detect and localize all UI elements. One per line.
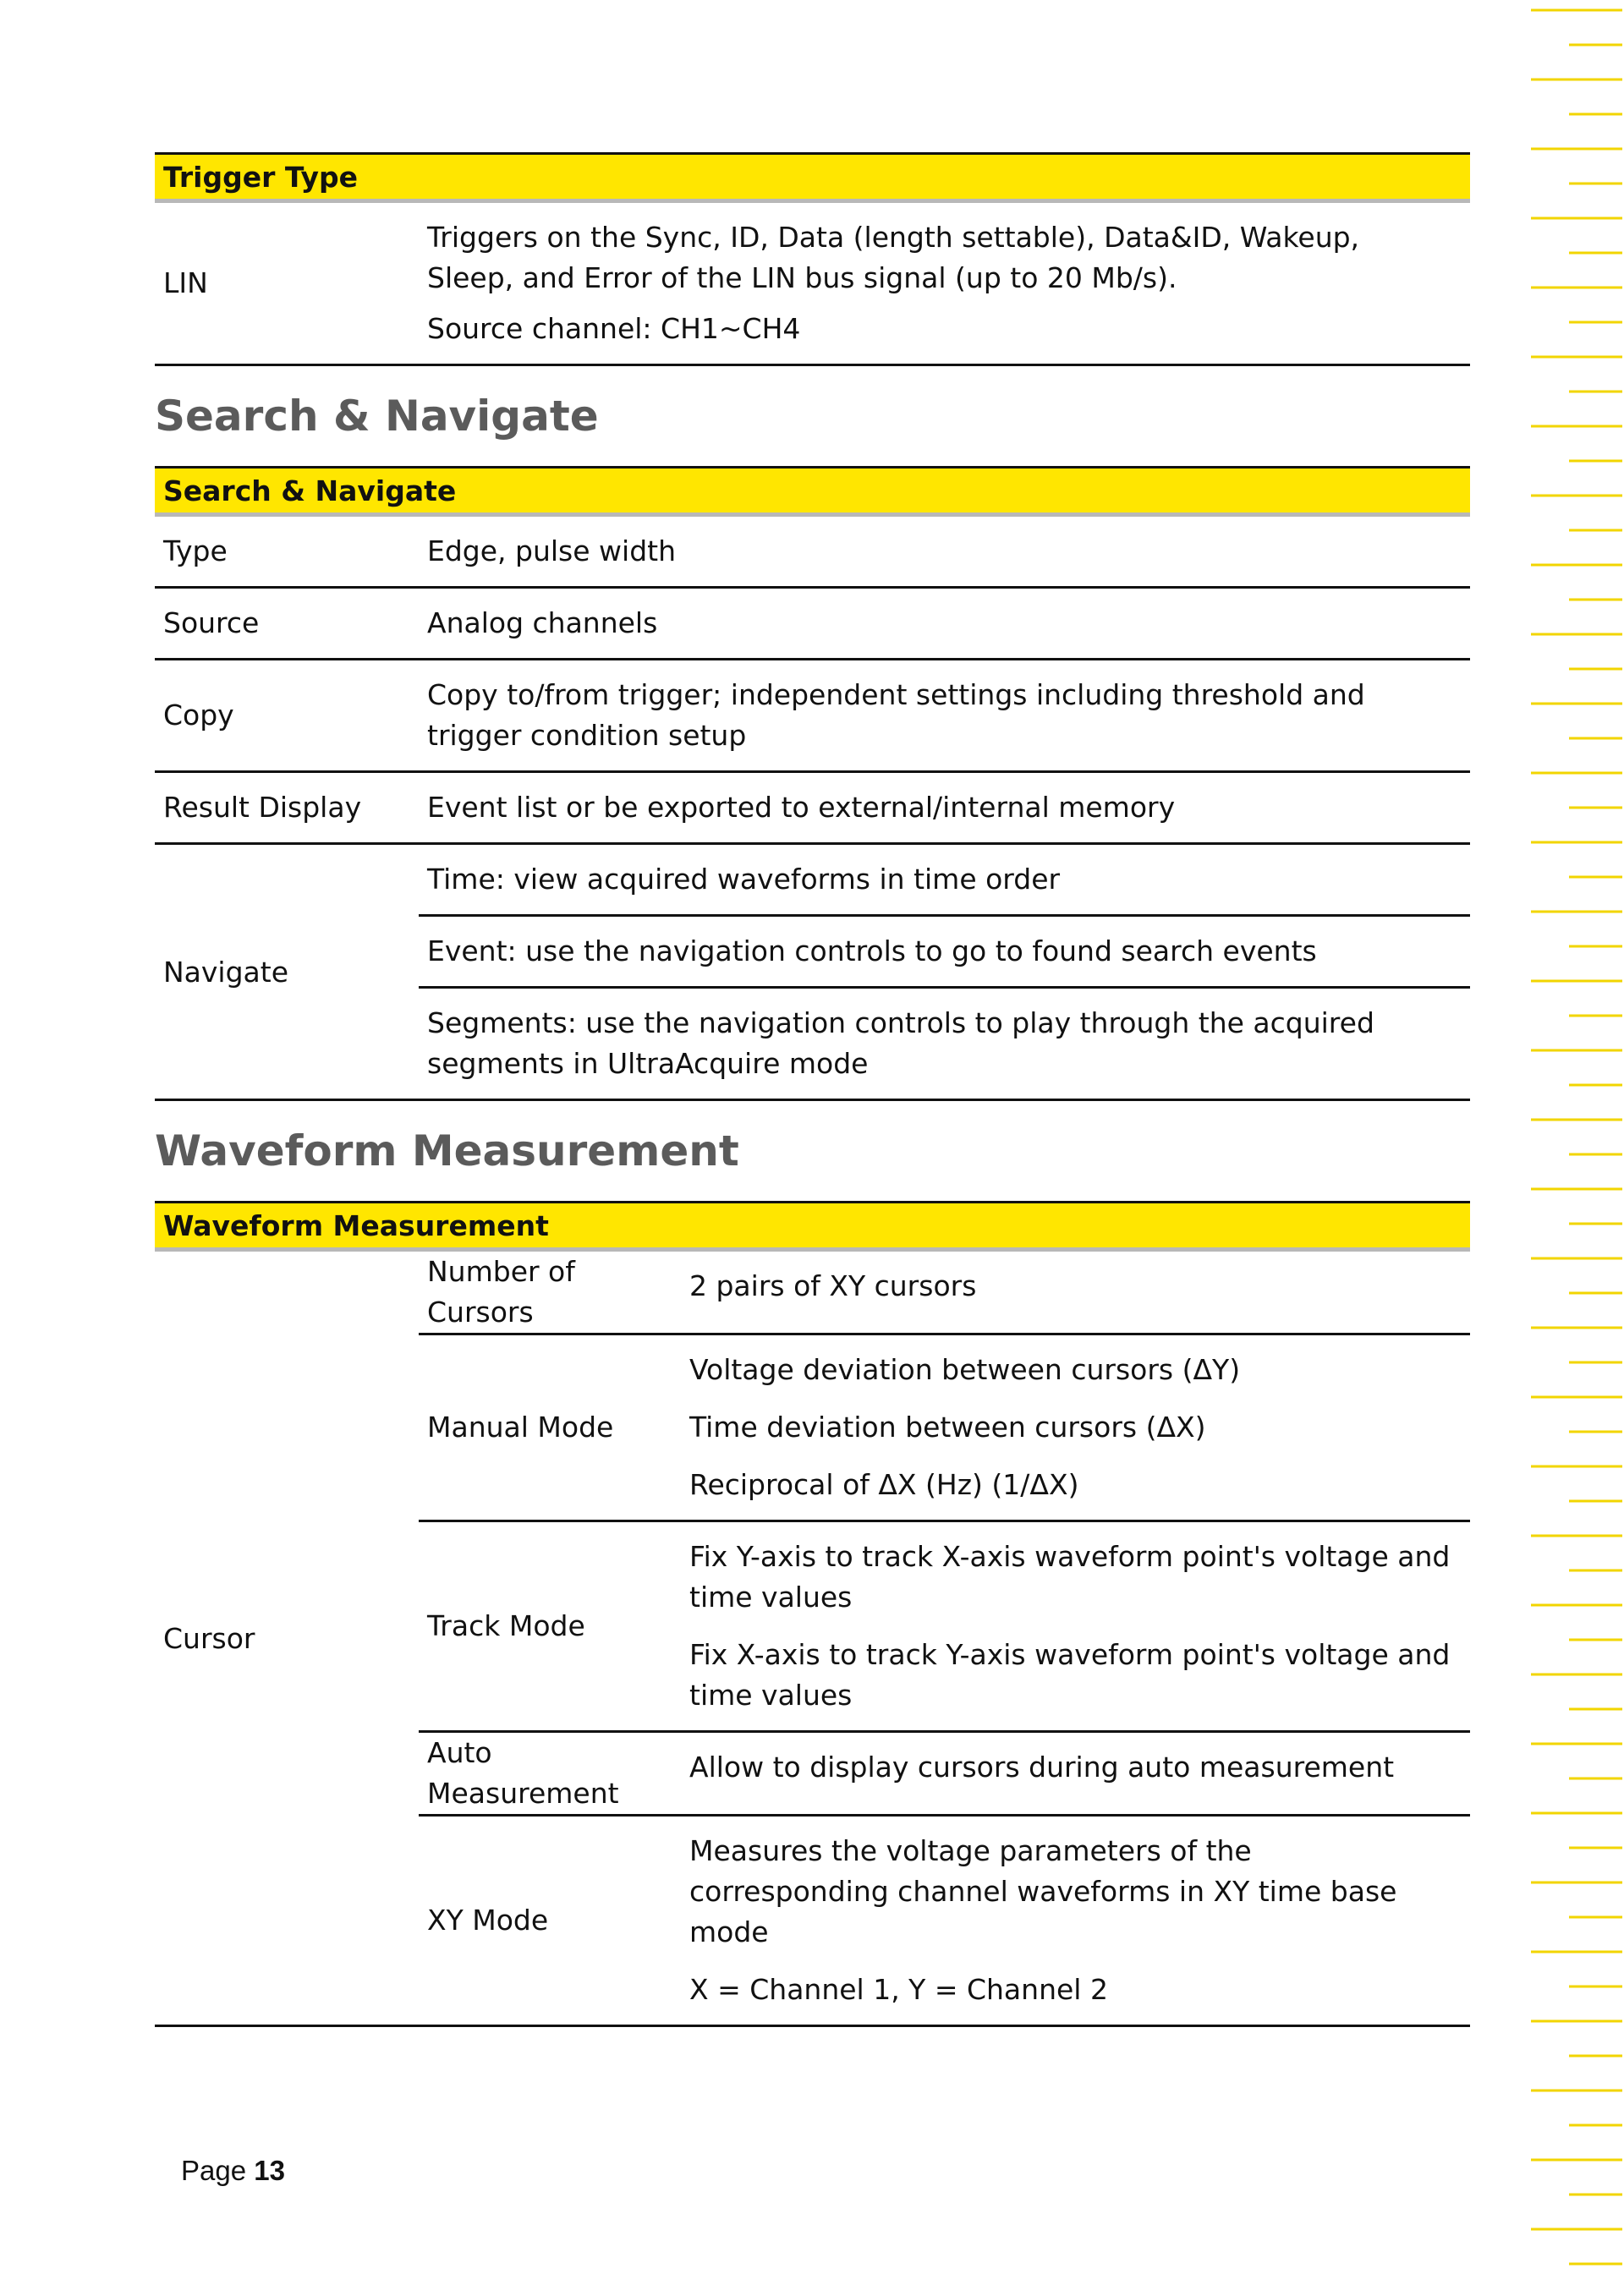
cursor-sub-value: [681, 1335, 1470, 1520]
navigate-event: Event: use the navigation controls to go to found search events: [419, 914, 1470, 986]
cursor-value-line: Reciprocal of ΔX (Hz) (1/ΔX): [689, 1468, 1079, 1501]
search-row-type: [155, 517, 1470, 589]
navigate-subrows: [419, 845, 1470, 1099]
trigger-type-table-header: Trigger Type: [155, 152, 1470, 203]
search-row-copy: [155, 660, 1470, 773]
cursor-label: Cursor: [163, 1621, 255, 1655]
decorative-margin-lines: [1522, 0, 1624, 2296]
search-row-label: Result Display: [163, 791, 362, 824]
trigger-lin-source: Source channel: CH1~CH4: [427, 312, 801, 345]
search-row-source: [155, 589, 1470, 660]
cursor-value-line: Fix X-axis to track Y-axis waveform point's voltage and time values: [689, 1638, 1451, 1712]
search-row-value: Analog channels: [427, 606, 658, 639]
cursor-xy-row: [419, 1814, 1470, 2025]
cursor-value-line: 2 pairs of XY cursors: [689, 1269, 977, 1302]
cursor-sub-value: [681, 1817, 1470, 2025]
search-navigate-heading: Search & Navigate: [155, 392, 599, 441]
cursor-sub-value: [681, 1252, 1470, 1333]
cursor-number-row: [419, 1252, 1470, 1333]
page-content: [155, 152, 1470, 2027]
search-row-value: Edge, pulse width: [427, 534, 677, 567]
search-row-result-display: [155, 773, 1470, 845]
trigger-row-label: LIN: [163, 266, 208, 299]
cursor-sub-value: [681, 1733, 1470, 1814]
cursor-value-line: Time deviation between cursors (ΔX): [689, 1411, 1206, 1444]
navigate-time: Time: view acquired waveforms in time order: [427, 863, 1061, 896]
search-row-value: Copy to/from trigger; independent settings including threshold and trigger condition setup: [427, 678, 1365, 752]
waveform-measurement-table-header: Waveform Measurement: [155, 1201, 1470, 1252]
navigate-label: Navigate: [163, 955, 289, 989]
cursor-value-line: Measures the voltage parameters of the corresponding channel waveforms in XY time base mode: [689, 1834, 1397, 1948]
trigger-row-lin: [155, 203, 1470, 366]
search-row-value: Event list or be exported to external/internal memory: [427, 791, 1176, 824]
cursor-value-line: Voltage deviation between cursors (ΔY): [689, 1353, 1241, 1386]
search-row-label: Type: [163, 534, 228, 567]
cursor-sub-label: Auto Measurement: [427, 1736, 619, 1810]
waveform-measurement-heading: Waveform Measurement: [155, 1126, 739, 1175]
cursor-value-line: Fix Y-axis to track X-axis waveform point's voltage and time values: [689, 1540, 1451, 1614]
cursor-auto-row: [419, 1730, 1470, 1814]
cursor-manual-row: [419, 1333, 1470, 1520]
page-footer: [181, 2155, 285, 2187]
cursor-row: [155, 1252, 1470, 2027]
trigger-lin-description: Triggers on the Sync, ID, Data (length settable), Data&ID, Wakeup, Sleep, and Error of the LIN bus signal (up to 20 Mb/s).: [427, 221, 1360, 294]
search-row-label: Copy: [163, 699, 234, 732]
cursor-value-line: Allow to display cursors during auto measurement: [689, 1751, 1395, 1784]
cursor-track-row: [419, 1520, 1470, 1730]
trigger-row-value: [419, 203, 1470, 364]
cursor-value-line: X = Channel 1, Y = Channel 2: [689, 1973, 1108, 2006]
page-number: 13: [254, 2155, 285, 2186]
cursor-sub-label: Manual Mode: [427, 1411, 614, 1444]
cursor-sub-label: Track Mode: [427, 1609, 585, 1642]
search-row-navigate: [155, 845, 1470, 1101]
page-label: Page: [181, 2155, 247, 2186]
cursor-sub-label: Number of Cursors: [427, 1255, 575, 1329]
cursor-sub-value: [681, 1522, 1470, 1730]
navigate-segments: Segments: use the navigation controls to play through the acquired segments in UltraAcquire mode: [419, 986, 1470, 1099]
cursor-subrows: [419, 1252, 1470, 2025]
cursor-sub-label: XY Mode: [427, 1904, 549, 1937]
search-navigate-table-header: Search & Navigate: [155, 466, 1470, 517]
search-row-label: Source: [163, 606, 260, 639]
